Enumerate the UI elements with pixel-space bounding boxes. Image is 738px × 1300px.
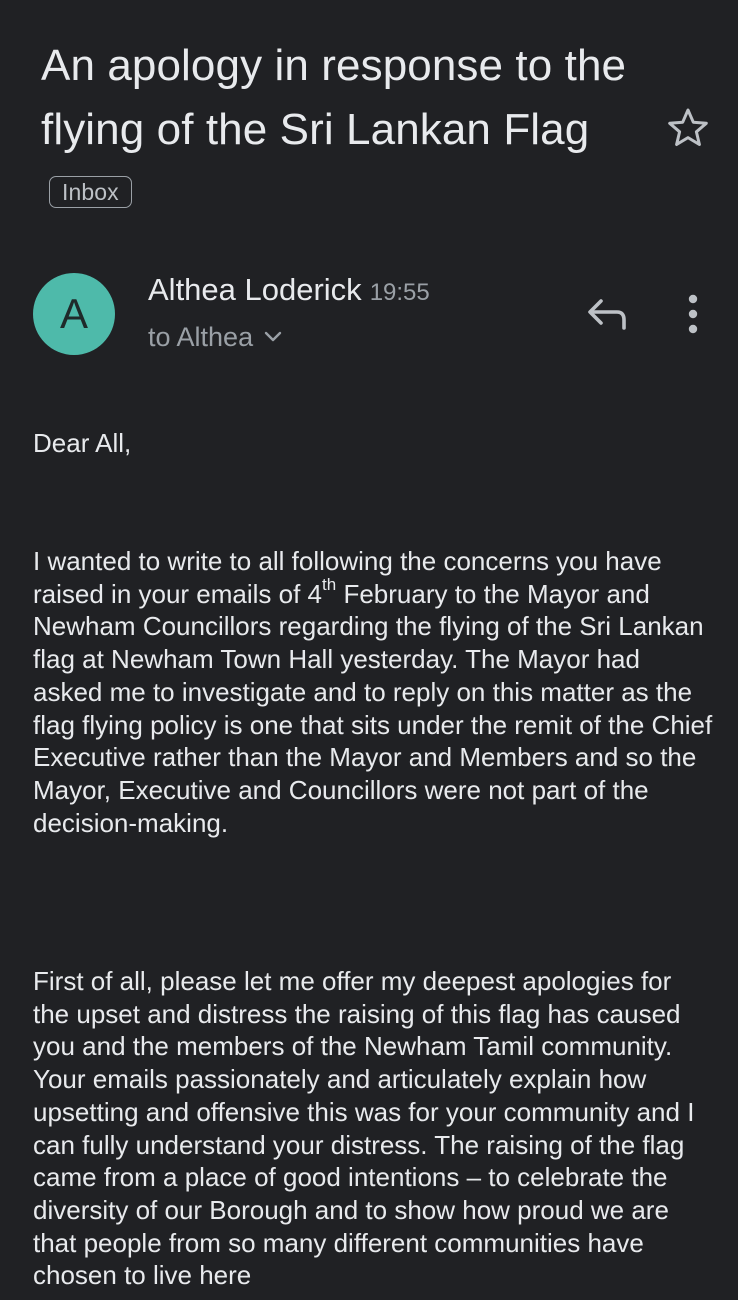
star-icon[interactable] (664, 104, 712, 152)
email-greeting: Dear All, (33, 428, 132, 458)
sender-name[interactable]: Althea Loderick (148, 272, 362, 307)
ordinal-suffix: th (322, 574, 337, 594)
email-subject (41, 34, 641, 226)
paragraph-1-start: I wanted to write to all following the concerns you have raised in your emails of 4 (33, 546, 662, 609)
avatar[interactable]: A (33, 273, 115, 355)
reply-icon[interactable] (585, 293, 629, 333)
paragraph-1-end: February to the Mayor and Newham Councillors regarding the flying of the Sri Lankan flag at Newham Town Hall yesterday. The Mayor had asked me to investigate and to reply on this matter as the flag flying policy is one that sits under the remit of the Chief Executive rather than the Mayor and Members and so the Mayor, Executive and Councillors were not part of the decision-making. (33, 578, 713, 838)
email-time: 19:55 (369, 279, 430, 306)
recipient-text: to Althea (148, 322, 254, 352)
email-paragraph-1 (33, 545, 713, 839)
recipient-toggle[interactable] (148, 318, 283, 356)
more-vertical-icon[interactable] (678, 292, 708, 336)
email-paragraph-2: First of all, please let me offer my deepest apologies for the upset and distress the raising of this flag has caused you and the members of the Newham Tamil community. Your emails passionately and articulately explain how upsetting and offensive this was for your community and I can fully understand your distress. The raising of the flag came from a place of good intentions – to celebrate the diversity of our Borough and to show how proud we are that people from so many different communities have chosen to live here (33, 966, 695, 1291)
subject-text: An apology in response to the flying of the Sri Lankan Flag (41, 41, 627, 154)
sender-line (148, 269, 430, 314)
inbox-label-chip[interactable]: Inbox (49, 176, 132, 208)
chevron-down-icon (263, 330, 283, 344)
